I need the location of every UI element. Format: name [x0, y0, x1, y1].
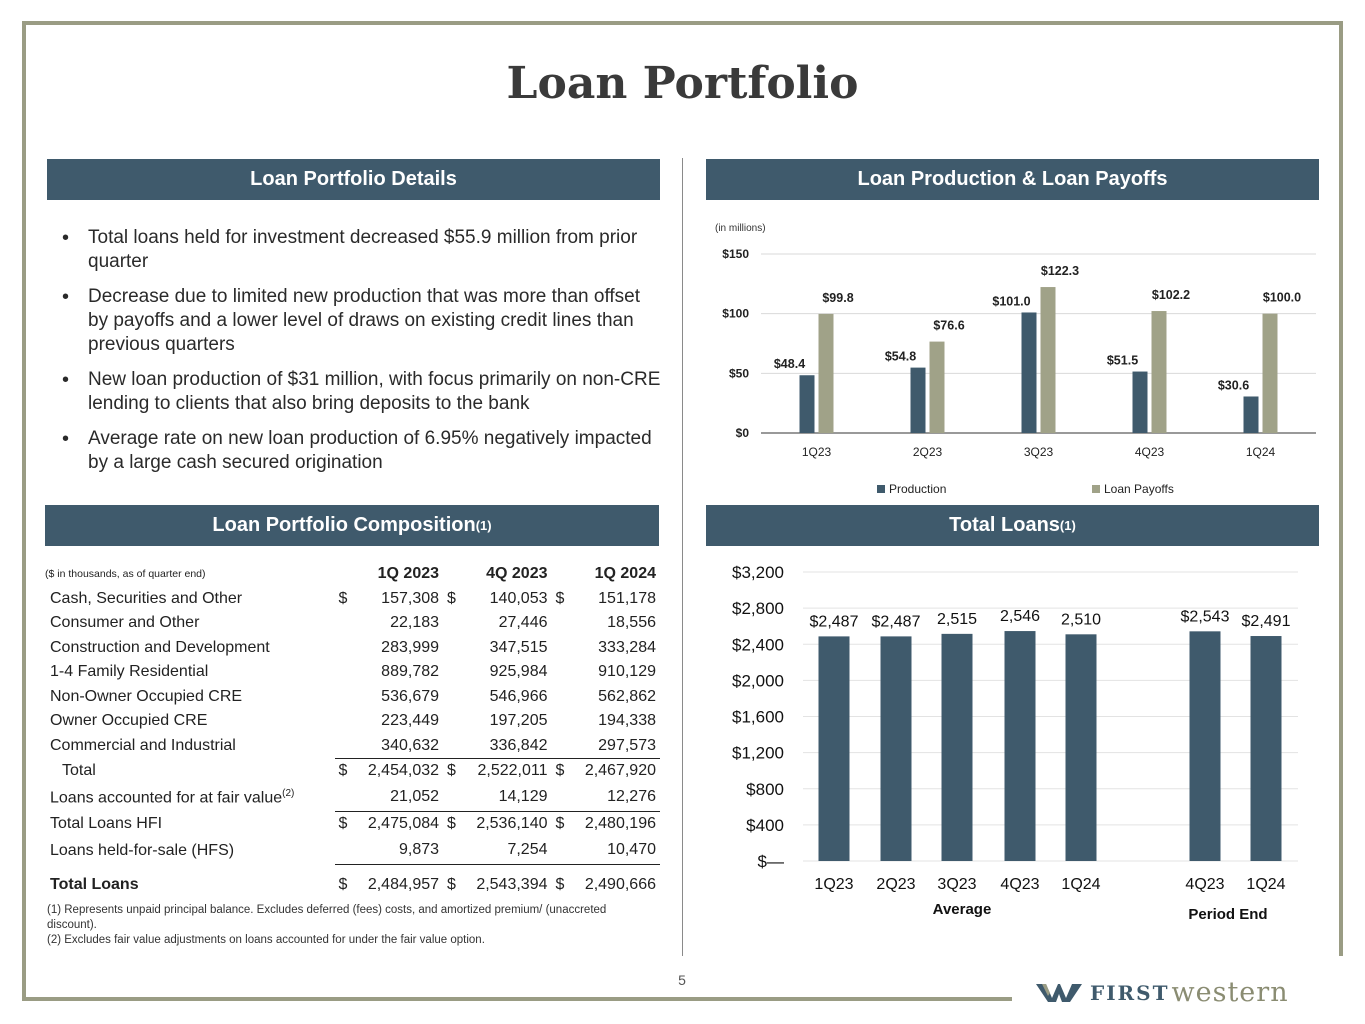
bar-production [911, 368, 926, 433]
table-cell: 21,052 [390, 788, 440, 806]
company-logo [1036, 977, 1289, 1008]
dollar-sign [552, 865, 570, 905]
data-label: $101.0 [992, 294, 1031, 309]
dollar-sign [443, 636, 461, 661]
row-label [45, 759, 335, 784]
data-label: $48.4 [773, 357, 806, 372]
row-label-text: Non-Owner Occupied CRE [50, 687, 243, 705]
column-header: 1Q 2023 [377, 565, 440, 583]
row-label [45, 734, 335, 759]
footnotes [47, 903, 657, 948]
dollar-sign [335, 837, 353, 865]
page-number: 5 [678, 972, 686, 988]
data-label: 2,510 [1060, 611, 1102, 629]
row-label [45, 685, 335, 710]
composition-table [45, 562, 660, 905]
y-tick-label: $150 [722, 247, 749, 261]
y-tick-label: $0 [735, 426, 749, 440]
dollar-sign [443, 812, 461, 837]
dollar-text: $ [447, 762, 456, 780]
header-label: Loan Production & Loan Payoffs [857, 168, 1168, 190]
column-header: 1Q 2024 [594, 565, 656, 583]
bar-production [1244, 396, 1259, 433]
x-tick-label: 4Q23 [1134, 445, 1165, 459]
dollar-sign [335, 660, 353, 685]
row-label [45, 660, 335, 685]
dollar-sign [443, 865, 461, 905]
x-tick-label: 1Q24 [1245, 445, 1276, 459]
dollar-sign [443, 709, 461, 734]
x-tick-label: 3Q23 [1023, 445, 1054, 459]
row-label [45, 587, 335, 612]
y-tick-label: $2,000 [732, 671, 784, 691]
bullet-item: • Total loans held for investment decreased $55.9 million from prior quarter [62, 226, 662, 274]
frame-bottom [22, 997, 1012, 1001]
table-cell: 9,873 [353, 837, 443, 865]
table-cell: 536,679 [381, 687, 440, 705]
frame-right [1339, 21, 1343, 956]
header-label: Loan Portfolio Details [250, 168, 457, 190]
page-title: Loan Portfolio [506, 58, 859, 109]
header-loan-composition [45, 505, 659, 546]
table-cell: 27,446 [498, 614, 548, 632]
y-tick-label: $50 [728, 366, 749, 381]
table-cell: 22,183 [390, 614, 440, 632]
table-cell: 157,308 [381, 589, 440, 607]
table-cell: 347,515 [489, 638, 548, 656]
x-tick-label: 1Q23 [814, 876, 854, 893]
x-tick-label: 1Q24 [1061, 876, 1101, 893]
header-loan-production [706, 159, 1319, 200]
logo-first: FIRST [1090, 980, 1170, 1005]
y-tick-label: $2,400 [732, 635, 784, 655]
dollar-sign [443, 685, 461, 710]
total-loans-chart [706, 555, 1326, 930]
table-cell: 18,556 [607, 614, 656, 632]
bar-production [1022, 312, 1037, 433]
table-cell: 2,536,140 [461, 812, 551, 837]
table-cell: 333,284 [598, 638, 656, 656]
y-tick-label: $100 [722, 306, 749, 321]
dollar-sign [443, 611, 461, 636]
y-tick-label: $1,200 [732, 743, 784, 763]
table-cell: 2,454,032 [353, 759, 443, 784]
unit-note: (in millions) [715, 223, 766, 234]
row-label [45, 611, 335, 636]
dollar-sign [552, 636, 570, 661]
x-tick-label: 4Q23 [1185, 876, 1225, 893]
table-row [45, 812, 660, 837]
y-tick-label: $400 [746, 815, 784, 835]
y-tick-label: $— [757, 852, 784, 871]
dollar-text: $ [338, 762, 348, 780]
dollar-sign [443, 660, 461, 685]
data-label: $30.6 [1217, 378, 1250, 393]
bar-total-loans [1251, 636, 1282, 861]
row-label [45, 812, 335, 837]
table-cell: 194,338 [598, 712, 656, 730]
row-label-text: Total Loans [50, 875, 139, 893]
frame-left [22, 21, 26, 1001]
bar-total-loans [1005, 631, 1036, 861]
row-label [45, 837, 335, 865]
row-label-text: Cash, Securities and Other [50, 589, 243, 607]
row-label-text: Consumer and Other [50, 614, 200, 632]
logo-western: western [1171, 977, 1289, 1008]
dollar-sign [443, 837, 461, 865]
dollar-sign [552, 734, 570, 759]
table-cell: 925,984 [489, 663, 548, 681]
table-row [45, 611, 660, 636]
table-row [45, 837, 660, 865]
x-tick-label: 2Q23 [876, 876, 916, 893]
table-cell: 2,467,920 [570, 759, 661, 784]
dollar-sign [552, 660, 570, 685]
dollar-sign [335, 734, 353, 759]
dollar-sign [552, 709, 570, 734]
table-row [45, 865, 660, 905]
y-tick-label: $1,600 [732, 707, 784, 727]
dollar-sign [552, 837, 570, 865]
legend-label: Production [889, 482, 947, 496]
dollar-text: $ [555, 875, 565, 893]
table-row [45, 784, 660, 812]
x-tick-label: 1Q24 [1246, 876, 1286, 893]
table-row [45, 636, 660, 661]
row-label-text: Commercial and Industrial [50, 737, 236, 754]
row-label-text: Loans accounted for at fair value [50, 789, 283, 807]
data-label: $54.8 [884, 349, 917, 364]
bar-loan-payoffs [1152, 311, 1167, 433]
table-cell: 140,053 [489, 589, 548, 607]
dollar-text: $ [338, 815, 348, 833]
data-label: $99.8 [822, 290, 854, 305]
group-label-average: Average [932, 901, 992, 918]
table-row [45, 685, 660, 710]
table-cell: 197,205 [489, 712, 548, 730]
bullet-item: • New loan production of $31 million, with focus primarily on non-CRE lending to clients that also bring deposits to the bank [62, 368, 662, 416]
legend-swatch-payoffs [1092, 485, 1100, 493]
row-label [45, 784, 335, 812]
dollar-sign [552, 611, 570, 636]
bar-total-loans [942, 634, 973, 861]
data-label: $2,543 [1180, 608, 1230, 626]
bullet-item: • Decrease due to limited new production that was more than offset by payoffs and a lower level of draws on existing credit lines than previous quarters [62, 285, 662, 357]
table-row [45, 587, 660, 612]
dollar-text: $ [555, 589, 565, 607]
dollar-sign [335, 709, 353, 734]
table-cell: 2,490,666 [570, 865, 661, 905]
table-cell: 2,484,957 [353, 865, 443, 905]
x-tick-label: 3Q23 [937, 876, 977, 893]
dollar-text: $ [447, 589, 456, 607]
table-cell: 2,522,011 [461, 759, 551, 784]
y-tick-label: $800 [746, 779, 784, 799]
dollar-sign [335, 587, 353, 612]
table-cell: 2,480,196 [570, 812, 661, 837]
table-cell: 340,632 [381, 736, 440, 754]
bar-total-loans [1190, 631, 1221, 861]
dollar-sign [335, 636, 353, 661]
data-label: $76.6 [933, 318, 965, 333]
bar-loan-payoffs [1263, 314, 1278, 433]
row-label [45, 865, 335, 905]
table-row [45, 759, 660, 784]
table-cell: 889,782 [381, 663, 440, 681]
dollar-text: $ [555, 815, 565, 833]
footnote-2: (2) Excludes fair value adjustments on loans accounted for under the fair value option. [47, 934, 485, 946]
dollar-text: $ [447, 875, 456, 893]
bar-total-loans [881, 636, 912, 861]
row-label-text: Loans held-for-sale (HFS) [50, 841, 235, 859]
table-cell: 546,966 [489, 687, 548, 705]
table-cell: 223,449 [381, 712, 440, 730]
bar-loan-payoffs [930, 342, 945, 433]
table-cell: 12,276 [607, 788, 656, 806]
dollar-text: $ [555, 762, 565, 780]
data-label: $122.3 [1040, 264, 1080, 279]
x-tick-label: 4Q23 [1000, 876, 1040, 893]
dollar-text: $ [338, 875, 348, 893]
y-tick-label: $3,200 [732, 563, 784, 582]
table-header-row [45, 562, 660, 587]
data-label: 2,546 [999, 608, 1041, 626]
table-row [45, 660, 660, 685]
dollar-sign [552, 685, 570, 710]
vertical-divider [682, 158, 683, 956]
x-tick-label: 2Q23 [912, 445, 943, 459]
row-label-text: 1-4 Family Residential [50, 663, 209, 681]
row-label [45, 636, 335, 661]
bar-production [1133, 372, 1148, 433]
logo-mark-icon [1036, 982, 1082, 1004]
data-label: $2,487 [871, 613, 921, 631]
details-bullet-list [62, 226, 662, 486]
table-cell: 562,862 [598, 687, 656, 705]
table-cell: 2,543,394 [461, 865, 551, 905]
row-label [45, 709, 335, 734]
y-tick-label: $2,800 [732, 599, 784, 619]
dollar-sign [335, 611, 353, 636]
dollar-text: $ [338, 589, 348, 607]
table-cell: 10,470 [570, 837, 661, 865]
table-cell: 7,254 [461, 837, 551, 865]
data-label: $2,487 [809, 613, 859, 631]
dollar-sign [335, 865, 353, 905]
dollar-sign [552, 587, 570, 612]
table-cell: 151,178 [598, 589, 656, 607]
composition-table-wrap [45, 562, 660, 905]
footnote-1: (1) Represents unpaid principal balance. Excludes deferred (fees) costs, and amortized premium/ (unaccreted discount). [47, 904, 607, 931]
bar-loan-payoffs [1041, 287, 1056, 433]
bar-loan-payoffs [819, 314, 834, 433]
header-label: Loan Portfolio Composition [212, 514, 476, 536]
bullet-item: • Average rate on new loan production of 6.95% negatively impacted by a large cash secured origination [62, 427, 662, 475]
legend-swatch-production [877, 485, 885, 493]
header-total-loans [706, 505, 1319, 546]
table-cell: 297,573 [598, 736, 656, 754]
data-label: $100.0 [1262, 290, 1302, 305]
table-caption: ($ in thousands, as of quarter end) [45, 568, 206, 581]
dollar-sign [443, 784, 461, 812]
loan-production-chart [706, 212, 1326, 502]
column-header: 4Q 2023 [486, 565, 548, 583]
table-row [45, 709, 660, 734]
dollar-sign [335, 784, 353, 812]
table-cell: 283,999 [381, 638, 440, 656]
bar-total-loans [819, 636, 850, 861]
dollar-sign [552, 784, 570, 812]
data-label: $51.5 [1106, 353, 1139, 368]
dollar-sign [443, 587, 461, 612]
header-sup: (1) [1059, 518, 1076, 533]
row-label-sup: (2) [282, 787, 295, 799]
table-cell: 14,129 [498, 788, 548, 806]
dollar-sign [552, 812, 570, 837]
data-label: $102.2 [1151, 288, 1191, 303]
dollar-sign [335, 685, 353, 710]
x-tick-label: 1Q23 [801, 445, 832, 459]
dollar-sign [335, 812, 353, 837]
table-cell: 2,475,084 [353, 812, 443, 837]
bar-production [800, 375, 815, 433]
dollar-text: $ [447, 815, 456, 833]
row-label-text: Total Loans HFI [50, 815, 163, 832]
table-cell: 910,129 [598, 663, 656, 681]
row-label-text: Total [62, 762, 96, 779]
table-cell: 336,842 [489, 736, 548, 754]
data-label: $2,491 [1241, 613, 1291, 631]
frame-top [22, 21, 1343, 25]
table-row [45, 734, 660, 759]
bar-total-loans [1066, 634, 1097, 861]
row-label-text: Owner Occupied CRE [50, 712, 208, 730]
header-sup: (1) [475, 518, 492, 533]
dollar-sign [443, 734, 461, 759]
header-label: Total Loans [949, 514, 1060, 536]
data-label: 2,515 [936, 610, 978, 628]
legend-label: Loan Payoffs [1104, 482, 1174, 496]
header-loan-portfolio-details [47, 159, 660, 200]
group-label-period-end: Period End [1188, 906, 1268, 923]
row-label-text: Construction and Development [50, 638, 270, 656]
dollar-sign [552, 759, 570, 784]
dollar-sign [443, 759, 461, 784]
dollar-sign [335, 759, 353, 784]
